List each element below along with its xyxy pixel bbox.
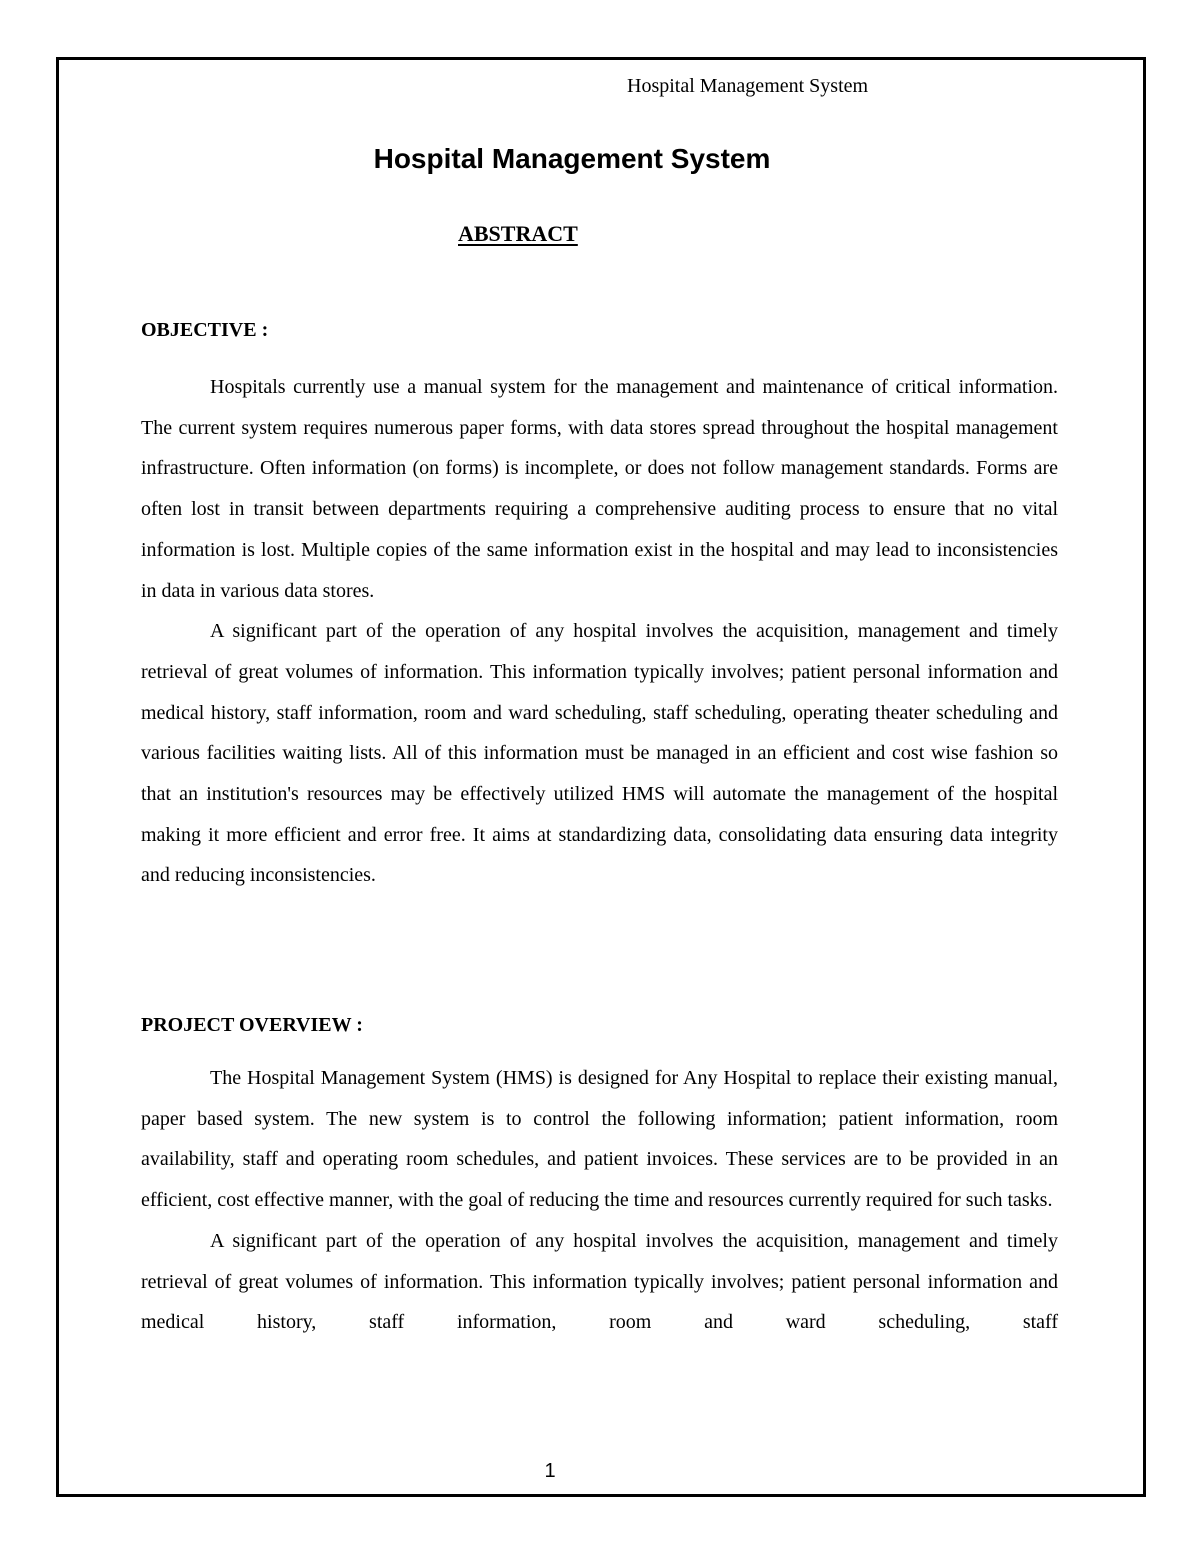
page-number: 1 <box>544 1460 556 1482</box>
project-overview-body <box>141 1058 1058 1343</box>
document-title: Hospital Management System <box>373 143 771 174</box>
abstract-heading: ABSTRACT <box>458 221 578 246</box>
project-overview-heading: PROJECT OVERVIEW : <box>141 1014 363 1036</box>
objective-heading: OBJECTIVE : <box>141 319 269 341</box>
objective-body <box>141 367 1058 896</box>
project-overview-paragraph: The Hospital Management System (HMS) is designed for Any Hospital to replace their existing manual, paper based system. The new system is to control the following information; patient information, room availability, staff and operating room schedules, and patient invoices. These services are to be provided in an efficient, cost effective manner, with the goal of reducing the time and resources currently required for such tasks. <box>141 1067 1058 1212</box>
running-header: Hospital Management System <box>627 75 869 97</box>
objective-paragraph: A significant part of the operation of any hospital involves the acquisition, management and timely retrieval of great volumes of information. This information typically involves; patient personal information and medical history, staff information, room and ward scheduling, staff scheduling, operating theater scheduling and various facilities waiting lists. All of this information must be managed in an efficient and cost wise fashion so that an institution's resources may be effectively utilized HMS will automate the management of the hospital making it more efficient and error free. It aims at standardizing data, consolidating data ensuring data integrity and reducing inconsistencies. <box>141 620 1058 887</box>
project-overview-paragraph: A significant part of the operation of any hospital involves the acquisition, management and timely retrieval of great volumes of information. This information typically involves; patient personal information and medical history, staff information, room and ward scheduling, staff <box>141 1229 1058 1334</box>
objective-paragraph: Hospitals currently use a manual system for the management and maintenance of critical information. The current system requires numerous paper forms, with data stores spread throughout the hospital management infrastructure. Often information (on forms) is incomplete, or does not follow management standards. Forms are often lost in transit between departments requiring a comprehensive auditing process to ensure that no vital information is lost. Multiple copies of the same information exist in the hospital and may lead to inconsistencies in data in various data stores. <box>141 376 1058 602</box>
